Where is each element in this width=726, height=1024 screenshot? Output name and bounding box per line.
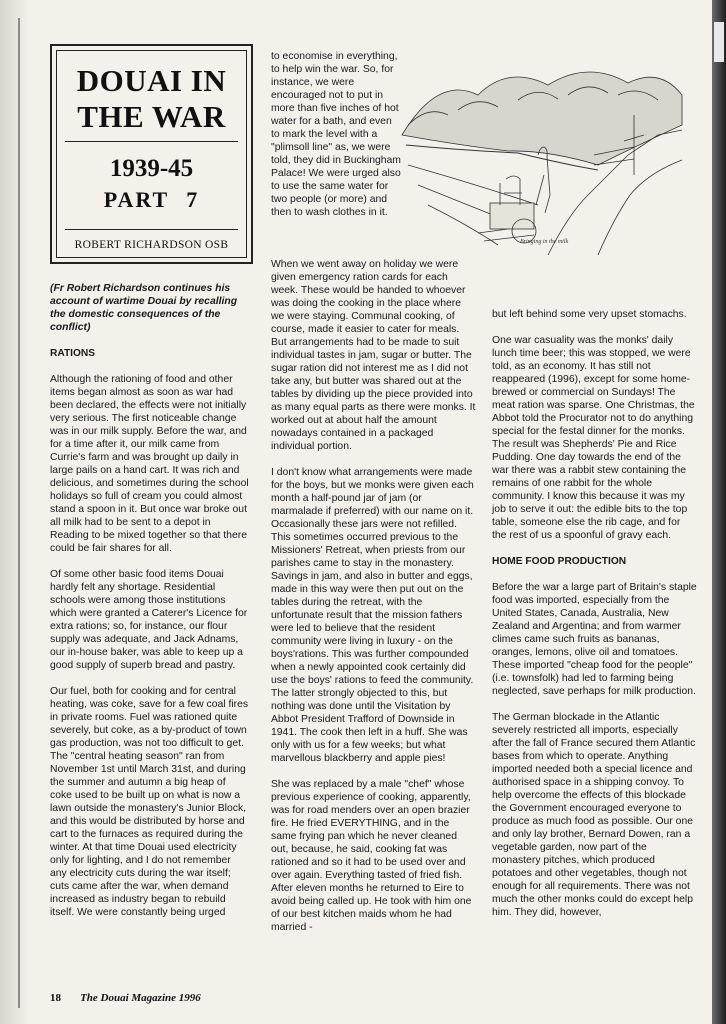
- page-binding-shadow: [0, 0, 30, 1024]
- article-title-line-1: DOUAI IN: [76, 63, 227, 98]
- title-box: [50, 44, 253, 264]
- paragraph: Of some other basic food items Douai hardly felt any shortage. Residential schools were among those institutions which were granted a Caterer's Licence for extra rations; so, for instance, our flour supply was adequate, and Jack Adnams, our in-house baker, was able to keep up a good supply of superb bread and pastry.: [50, 569, 248, 671]
- page-number: 18: [50, 992, 61, 1004]
- paragraph: The German blockade in the Atlantic severely restricted all imports, especially after the fall of France secured them Atlantic bases from which to operate. Anything imported needed both a special licence and authorised space in a shipping convoy. To help overcome the effects of this blockade the Government encouraged everyone to produce as much food as possible. Our one and only lay brother, Bernard Dowen, ran a vegetable garden, now part of the monastery pitches, which produced potatoes and other vegetables, though not enough for all requirements. There was not much the other monks could do except help him. They did, however,: [492, 712, 696, 918]
- article-author: ROBERT RICHARDSON OSB: [74, 239, 229, 251]
- paragraph: Our fuel, both for cooking and for central heating, was coke, save for a few coal fires in private rooms. Fuel was rationed quite severely, but coke, as a by-product of town gas production, was not too difficult to get. The "central heating season" ran from November 1st until March 31st, and during the summer and autumn a big heap of coke used to be built up on what is now a lawn outside the monastery's Junior Block, and this would be distributed by horse and cart to the furnaces as required during the winter. At that time Douai used electricity only for lighting, and I do not remember any electricity cuts during the war itself; cuts came after the war, when demand increased as industry began to rebuild itself. We were constantly being urged: [50, 686, 249, 918]
- column-2-top: [271, 50, 401, 232]
- section-heading-rations: RATIONS: [50, 348, 96, 359]
- column-2: [271, 258, 476, 947]
- binding-rule: [18, 18, 20, 1008]
- paragraph: I don't know what arrangements were made for the boys, but we monks were given each month a half-pound jar of jam (or marmalade if preferred) with our name on it. Occasionally these jars were not refilled. This sometimes occurred previous to the Missioners' Retreat, when priests from our parishes came to stay in the monastery. Savings in jam, and also in butter and eggs, made in this way were then put out on the tables during the retreat, with the unfortunate result that the mission fathers were led to believe that the resident community were living in luxury - on the boys'rations. This was further compounded when a newly appointed cook certainly did use the boys' rations to feed the community. The latter strongly objected to this, but nothing was done until the Visitation by Abbot President Trafford of Downside in 1941. The cook then left in a huff. She was only with us for a few weeks; but what marvellous blackberry and apple pies!: [271, 467, 474, 764]
- paragraph: to economise in everything, to help win the war. So, for instance, we were encouraged not to put in more than five inches of hot water for a bath, and even to mark the level with a "plimsoll line" as, we were told, they did in Buckingham Palace! We were urged also to use the same water for two people (or more) and then to wash clothes in it.: [271, 51, 401, 218]
- article-years: 1939-45: [109, 155, 194, 182]
- scanner-edge-tab: [714, 22, 724, 62]
- column-3: [492, 308, 697, 932]
- scanner-edge: [712, 0, 726, 1024]
- magazine-name: The Douai Magazine 1996: [80, 992, 201, 1004]
- page-footer: [50, 992, 201, 1004]
- article-intro: (Fr Robert Richardson continues his account of wartime Douai by recalling the domestic consequences of the conflict): [50, 283, 238, 333]
- milk-cart-illustration: [398, 55, 684, 255]
- paragraph: She was replaced by a male "chef" whose previous experience of cooking, apparently, was for road menders over an open brazier fire. He fried EVERYTHING, and in the same frying pan which he never cleaned out, because, he said, cooking fat was rationed and so it had to be used over and over again. Everything tasted of fried fish. After eleven months he returned to Eire to avoid being called up. He took with him one of our best kitchen maids whom he had married -: [271, 779, 472, 933]
- illustration-caption: Bringing in the milk: [520, 239, 569, 245]
- article-part: PART 7: [103, 187, 200, 212]
- paragraph: Before the war a large part of Britain's staple food was imported, especially from the United States, Canada, Australia, New Zealand and Argentina; and from warmer climes came such fruits as bananas, oranges, lemons, olive oil and tomatoes. These imported "cheap food for the people" (i.e. townsfolk) had led to farming being neglected, save perhaps for milk production.: [492, 582, 697, 697]
- author-divider: [65, 229, 238, 230]
- section-heading-home-food: HOME FOOD PRODUCTION: [492, 556, 627, 567]
- column-1: [50, 282, 250, 932]
- paragraph: Although the rationing of food and other items began almost as soon as war had been declared, the effects were not initially very serious. The first noticeable change was in our milk supply. Before the war, and for a time after it, our milk came from Currie's farm and was brought up daily in large pails on a hand cart. It was rich and delicious, and sometimes during the school holidays so full of cream you could almost stand a spoon in it. But once war broke out all milk had to be sent to a depot in Reading to be mixed together so that there could be fair shares for all.: [50, 374, 249, 554]
- article-title-line-2: THE WAR: [77, 99, 226, 134]
- title-divider: [65, 141, 238, 142]
- article-title: [57, 63, 246, 135]
- paragraph: but left behind some very upset stomachs.: [492, 309, 687, 320]
- title-inner-frame: [56, 50, 247, 258]
- paragraph: One war casuality was the monks' daily lunch time beer; this was stopped, we were told, as an economy. It has still not reappeared (1996), except for some home-brewed or commercial on Sundays! The meat ration was sparse. One Christmas, the Abbot told the Procurator not to do anything special for the festal dinner for the monks. The result was Shepherds' Pie and Rice Pudding. One day towards the end of the war there was a rabbit stew containing the remains of one rabbit for the whole community. I know this because it was my job to serve it out: the edible bits to the top table, someone else the rib cage, and for the rest of us a spoonful of gravy each.: [492, 335, 695, 541]
- paragraph: When we went away on holiday we were given emergency ration cards for each week. These would be handed to whoever was doing the cooking in the place where we were staying. Communal cooking, of course, made it easier to cater for meals. But arrangements had to be made to suit individual tastes in jam, sugar or butter. The sugar ration did not interest me as I did not take any, but butter was shared out at the tables by dividing up the piece provided into as many equal parts as there were monks. It worked out at about half the amount nowadays contained in a packaged individual portion.: [271, 259, 476, 452]
